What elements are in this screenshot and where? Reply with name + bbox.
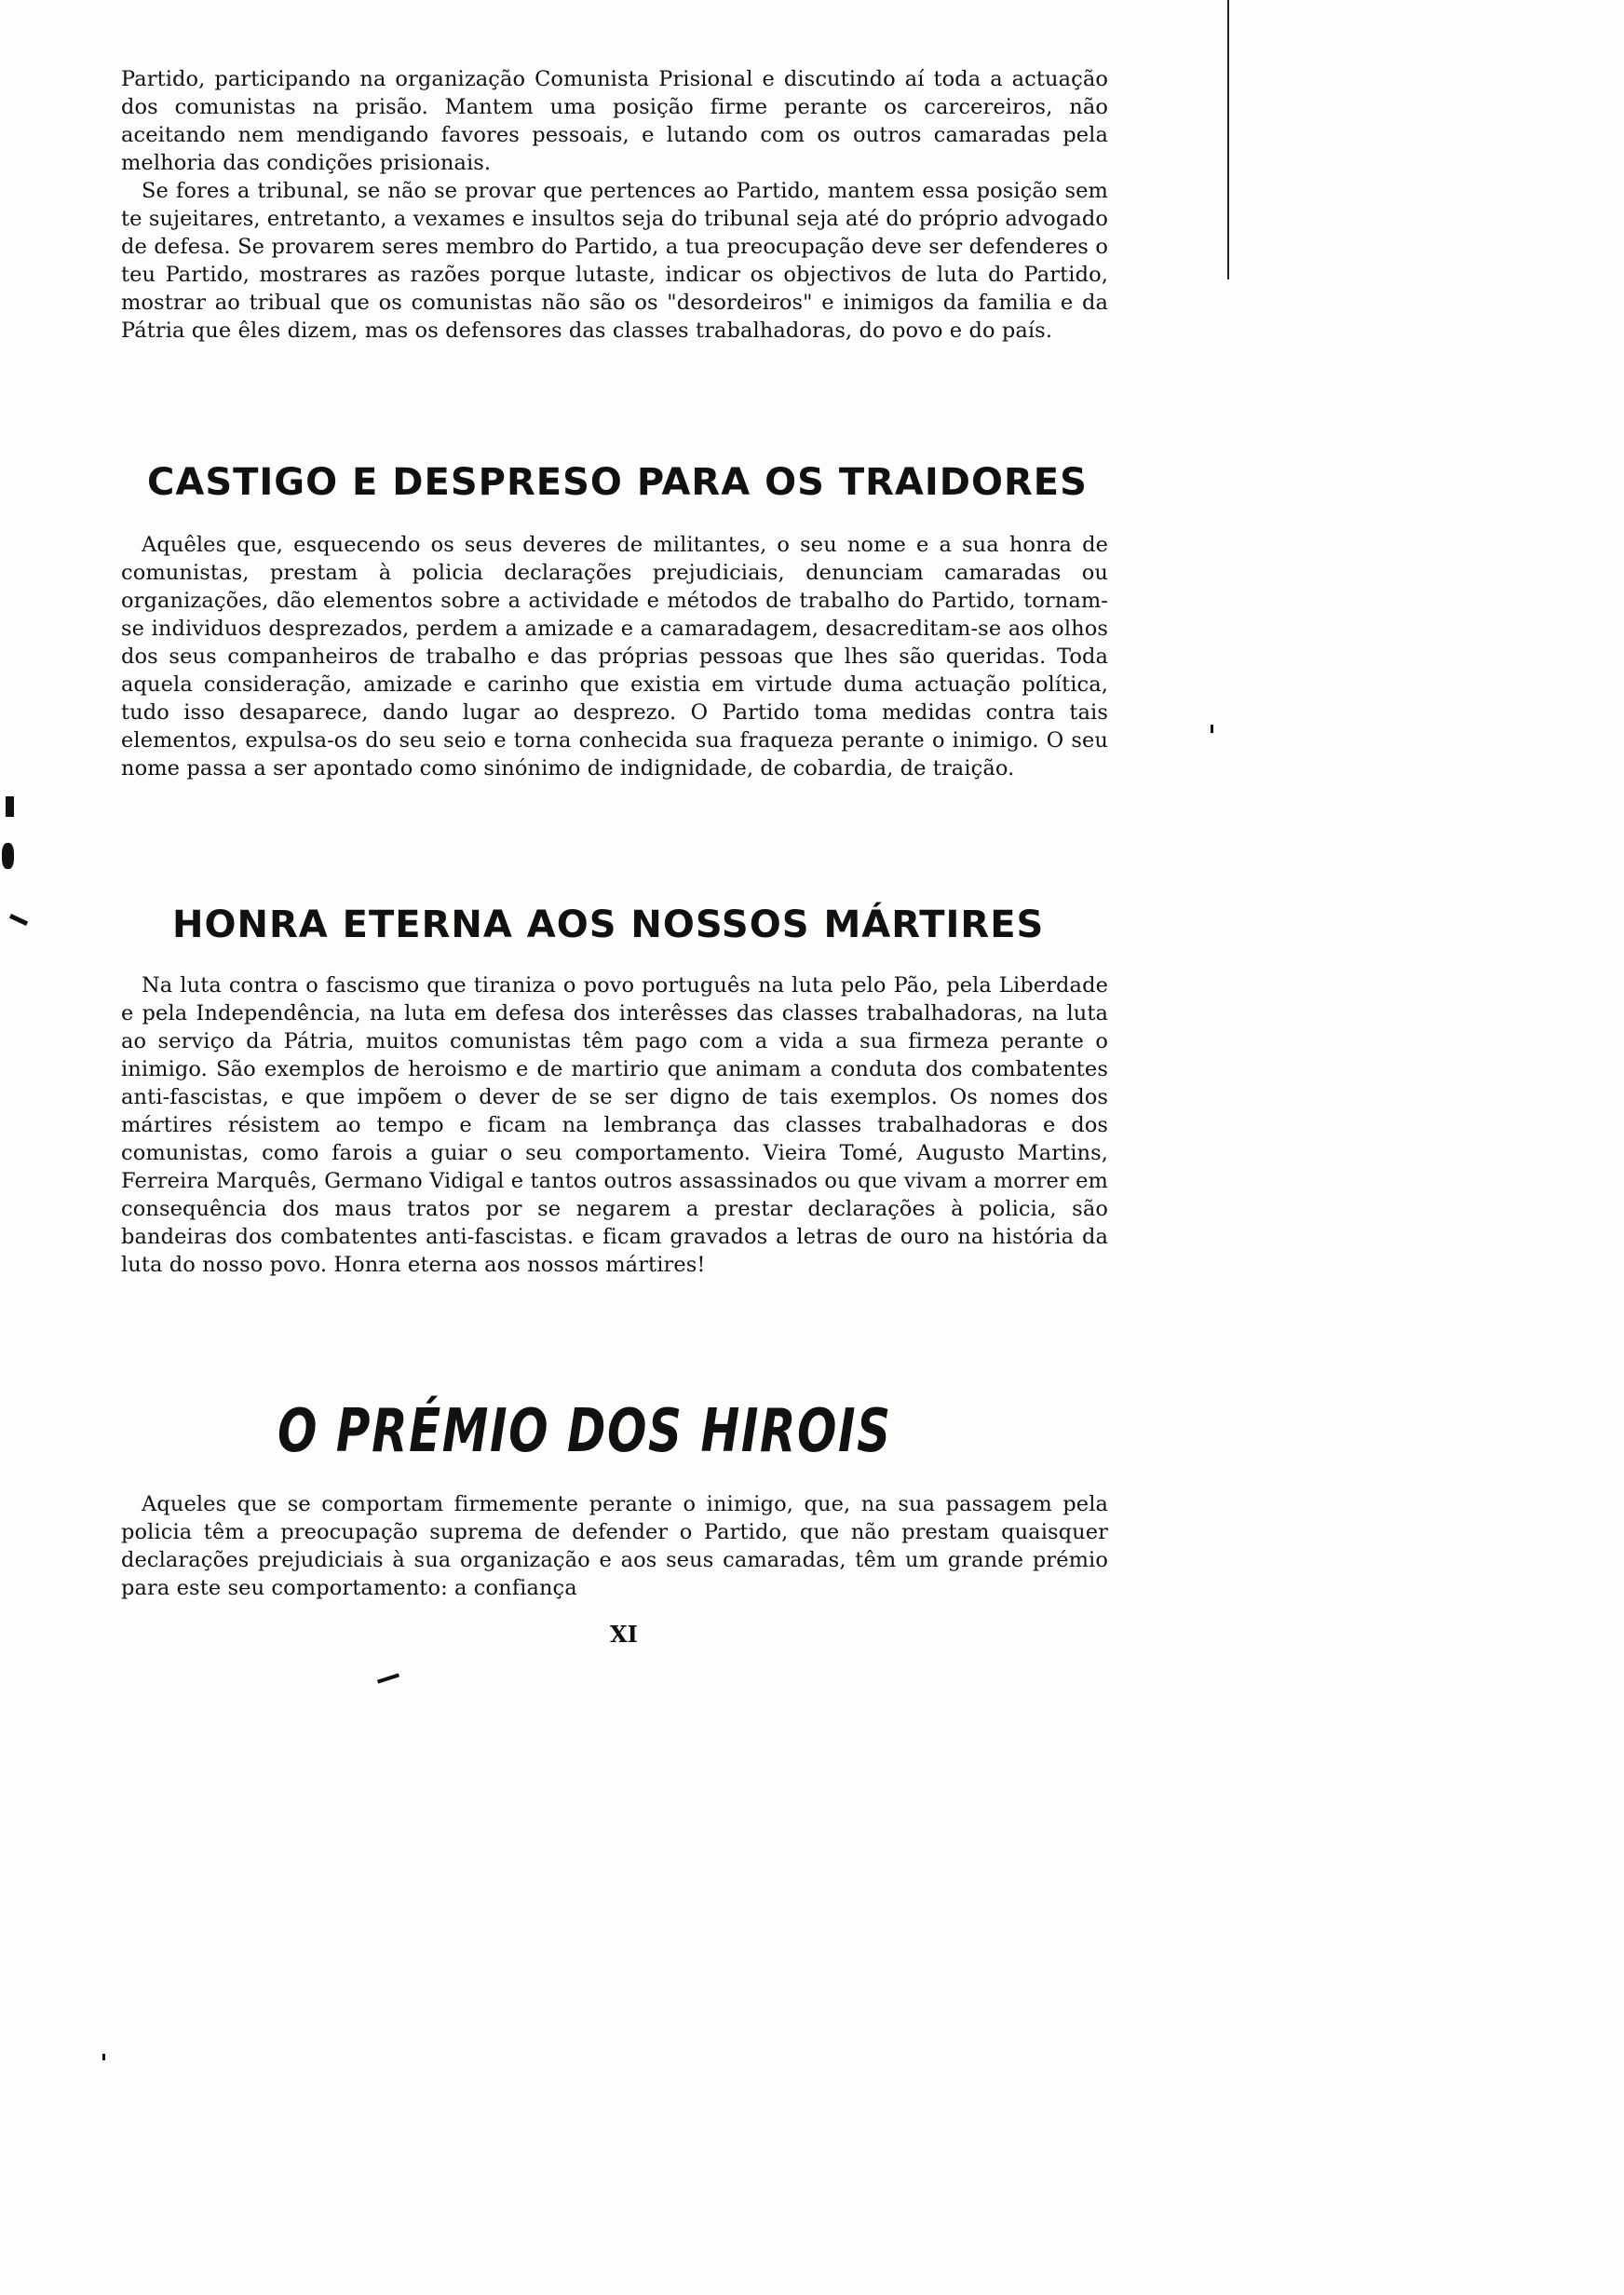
scan-mark	[377, 1673, 399, 1683]
page-number: XI	[610, 1621, 638, 1648]
intro-paragraph-1: Partido, participando na organização Comunista Prisional e discutindo aí toda a actuação dos comunistas na prisão. Mantem uma posição firme perante os carcereiros, não aceitando nem mendigando favores pessoais, e lutando com os outros camaradas pela melhoria das condições prisionais.	[121, 67, 1108, 175]
scan-edge-line	[1227, 0, 1229, 279]
scan-mark	[1211, 725, 1213, 733]
scan-mark	[9, 914, 28, 926]
premio-paragraph: Aqueles que se comportam firmemente perante o inimigo, que, na sua passagem pela policia têm a preocupação suprema de defender o Partido, que não prestam quaisquer declarações prejudiciais à sua organização e aos seus camaradas, têm um grande prémio para este seu comportamento: a confiança	[121, 1492, 1108, 1600]
premio-section	[121, 1490, 1108, 1602]
scan-mark	[6, 796, 14, 817]
intro-paragraph-2: Se fores a tribunal, se não se provar que pertences ao Partido, mantem essa posição sem te sujeitares, entretanto, a vexames e insultos seja do tribunal seja até do próprio advogado de defesa. Se provarem seres membro do Partido, a tua preocupação deve ser defenderes o teu Partido, mostrares as razões porque lutaste, indicar os objectivos de luta do Partido, mostrar ao tribual que os comunistas não são os "desordeiros" e inimigos da familia e da Pátria que êles dizem, mas os defensores das classes trabalhadoras, do povo e do país.	[121, 179, 1108, 343]
scan-mark	[2, 843, 14, 869]
castigo-section	[121, 531, 1108, 782]
heading-honra: HONRA ETERNA AOS NOSSOS MÁRTIRES	[172, 903, 1045, 946]
castigo-paragraph: Aquêles que, esquecendo os seus deveres de militantes, o seu nome e a sua honra de comunistas, prestam à policia declarações prejudiciais, denunciam camaradas ou organizações, dão elementos sobre a actividade e métodos de trabalho do Partido, tornam-se individuos desprezados, perdem a amizade e a camaradagem, desacreditam-se aos olhos dos seus companheiros de trabalho e das próprias pessoas que lhes são queridas. Toda aquela consideração, amizade e carinho que existia em virtude duma actuação política, tudo isso desaparece, dando lugar ao desprezo. O Partido toma medidas contra tais elementos, expulsa-os do seu seio e torna conhecida sua fraqueza perante o inimigo. O seu nome passa a ser apontado como sinónimo de indignidade, de cobardia, de traição.	[121, 533, 1108, 781]
intro-section	[121, 65, 1108, 345]
heading-castigo: CASTIGO E DESPRESO PARA OS TRAIDORES	[147, 461, 1088, 504]
honra-section	[121, 971, 1108, 1279]
scan-mark	[102, 2054, 105, 2060]
honra-paragraph: Na luta contra o fascismo que tiraniza o povo português na luta pelo Pão, pela Liberdade e pela Independência, na luta em defesa dos interêsses das classes trabalhadoras, na luta ao serviço da Pátria, muitos comunistas têm pago com a vida a sua firmeza perante o inimigo. São exemplos de heroismo e de martirio que animam a conduta dos combatentes anti-fascistas, e que impõem o dever de se ser digno de tais exemplos. Os nomes dos mártires résistem ao tempo e ficam na lembrança das classes trabalhadoras e dos comunistas, como farois a guiar o seu comportamento. Vieira Tomé, Augusto Martins, Ferreira Marquês, Germano Vidigal e tantos outros assassinados ou que vivam a morrer em consequência dos maus tratos por se negarem a prestar declarações à policia, são bandeiras dos combatentes anti-fascistas. e ficam gravados a letras de ouro na história da luta do nosso povo. Honra eterna aos nossos mártires!	[121, 973, 1108, 1277]
heading-premio: O PRÉMIO DOS HIROIS	[277, 1397, 892, 1466]
